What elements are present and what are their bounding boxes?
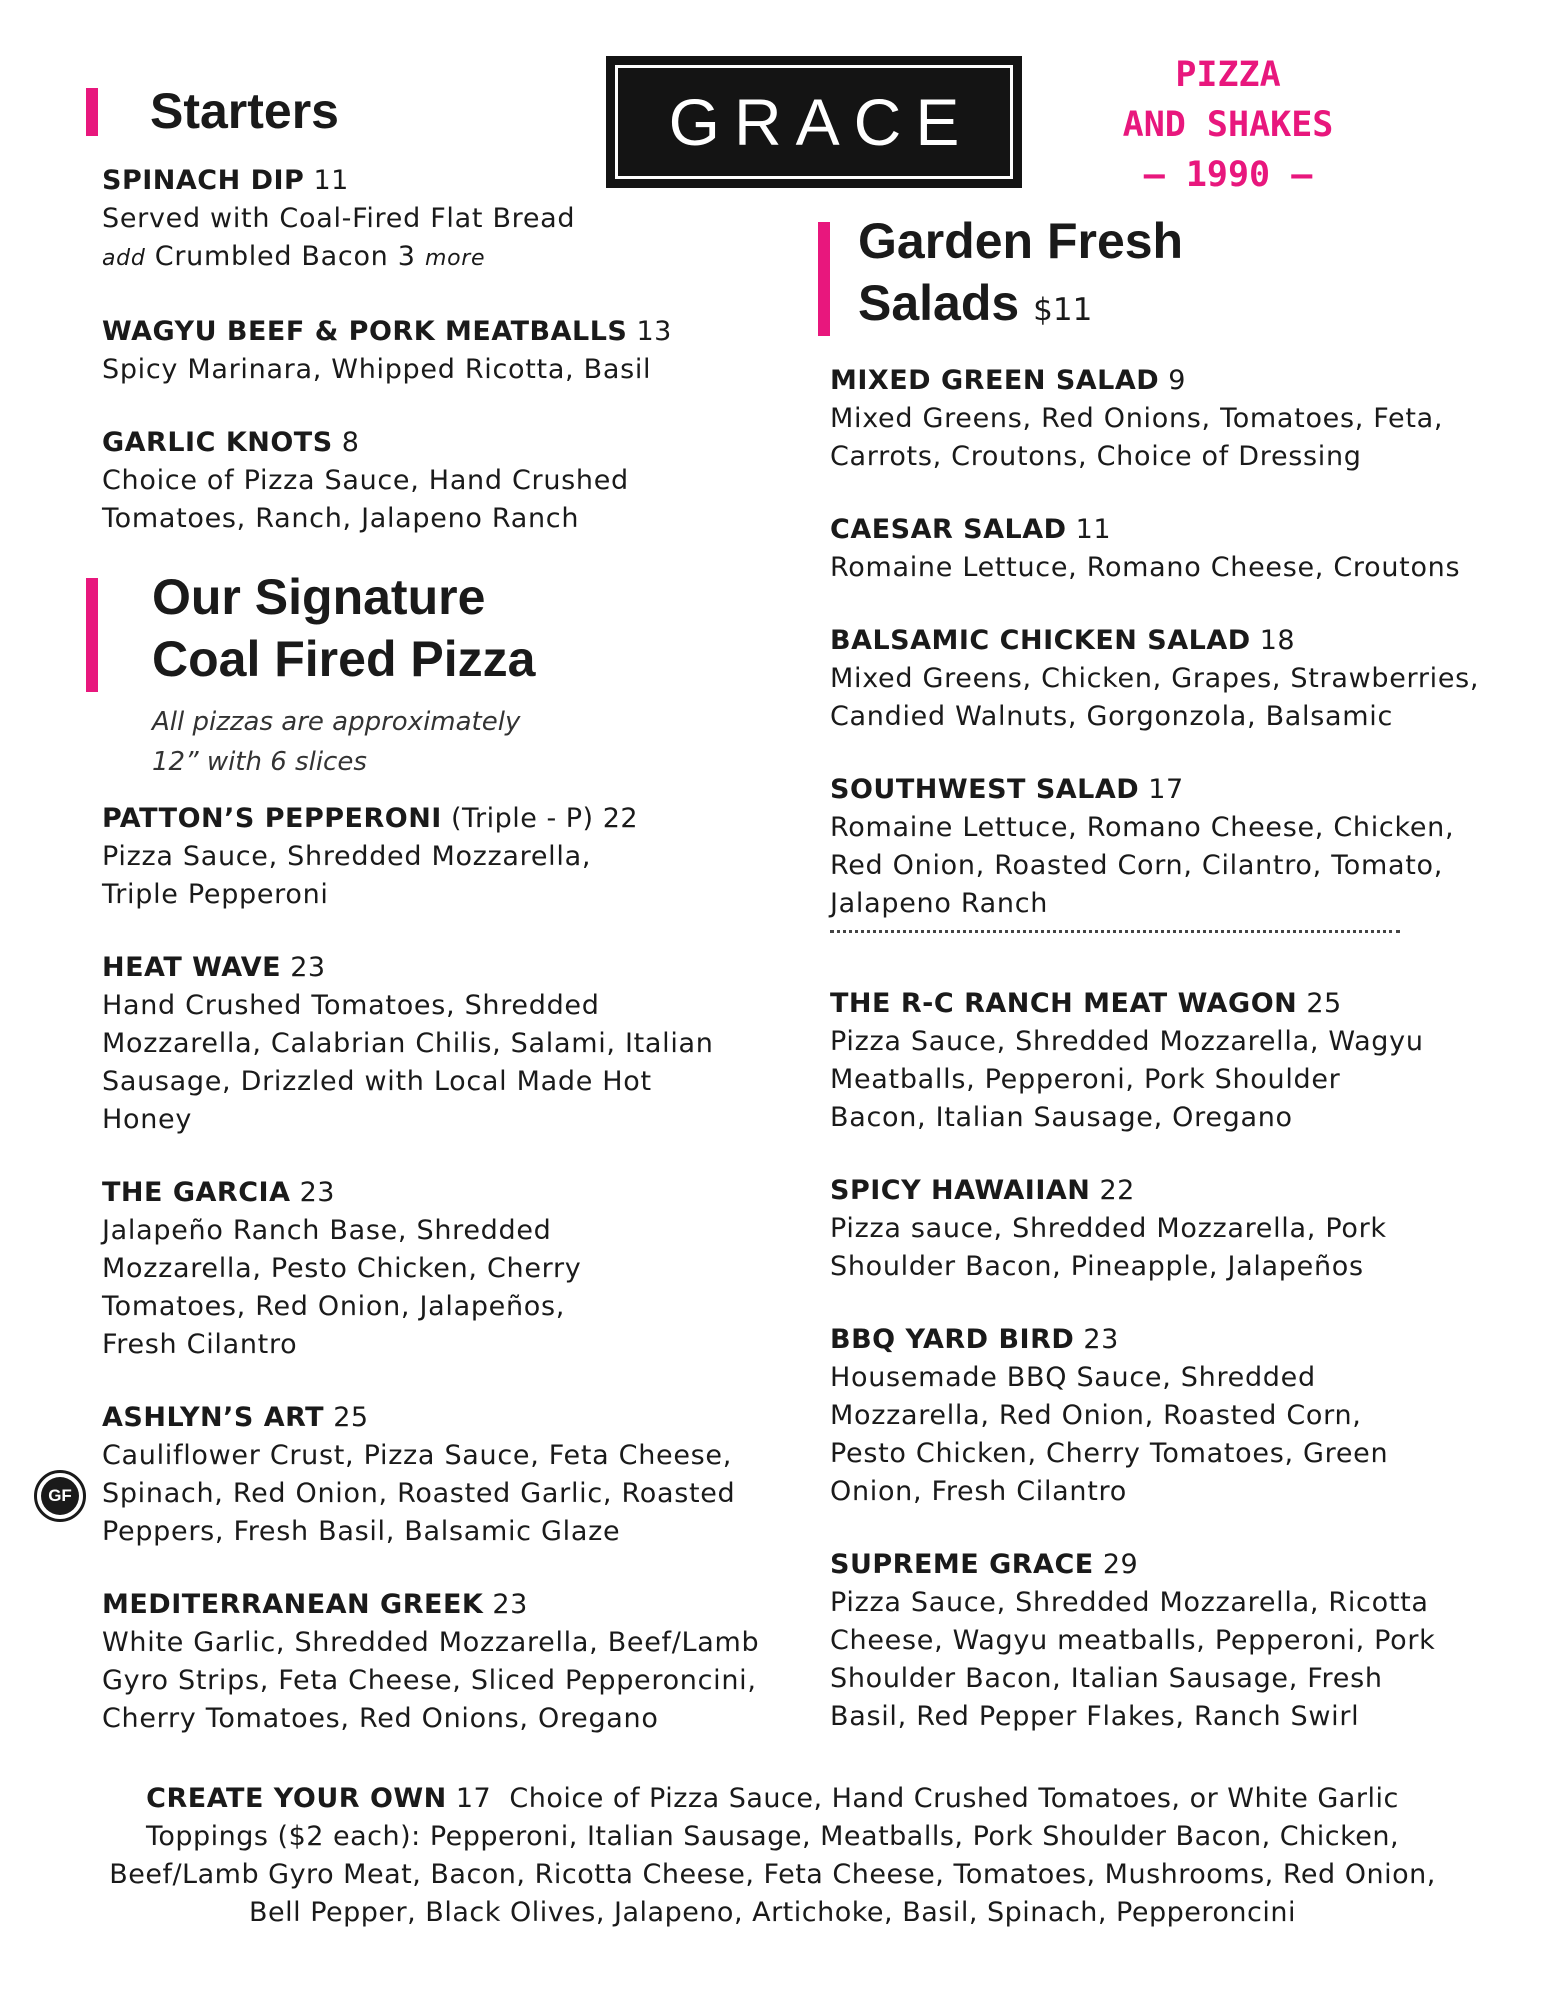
menu-item: [102, 1399, 762, 1551]
menu-item: [102, 800, 762, 914]
extra-prefix: add: [102, 246, 146, 271]
salads-list: [830, 362, 1510, 958]
create-your-own-price: 17: [455, 1783, 492, 1814]
item-description: Romaine Lettuce, Romano Cheese, Chicken, Red Onion, Roasted Corn, Cilantro, Tomato, Jalapeno Ranch: [830, 812, 1455, 919]
pizza-note-line-1: All pizzas are approximately: [152, 707, 521, 737]
create-your-own-line-1: [60, 1780, 1485, 1818]
extra-text: Crumbled Bacon 3: [145, 241, 425, 272]
create-your-own-line-3: Beef/Lamb Gyro Meat, Bacon, Ricotta Cheese, Feta Cheese, Tomatoes, Mushrooms, Red Onion,: [109, 1859, 1436, 1890]
pizza-note: [152, 702, 520, 782]
item-name: ASHLYN’S ART: [102, 1402, 325, 1433]
create-your-own: [60, 1780, 1485, 1932]
menu-item: [102, 424, 742, 538]
item-price: 23: [290, 952, 326, 983]
item-price: 23: [1083, 1324, 1119, 1355]
item-price: 22: [1099, 1175, 1135, 1206]
starters-title: Starters: [150, 83, 339, 139]
item-description: Mixed Greens, Chicken, Grapes, Strawberries, Candied Walnuts, Gorgonzola, Balsamic: [830, 663, 1480, 732]
item-price: 29: [1102, 1549, 1139, 1580]
extra-suffix: more: [424, 246, 486, 271]
item-price: 8: [341, 427, 360, 458]
menu-item: [830, 1321, 1510, 1511]
item-extra: [102, 238, 742, 278]
item-name: WAGYU BEEF & PORK MEATBALLS: [102, 316, 628, 347]
item-price: 9: [1168, 365, 1186, 396]
create-your-own-line-4: Bell Pepper, Black Olives, Jalapeno, Artichoke, Basil, Spinach, Pepperoncini: [249, 1897, 1296, 1928]
item-description: Mixed Greens, Red Onions, Tomatoes, Feta, Carrots, Croutons, Choice of Dressing: [830, 403, 1444, 472]
item-suffix: (Triple - P): [450, 803, 594, 834]
pizza-title-line-2: Coal Fired Pizza: [152, 631, 536, 687]
menu-item: [830, 1172, 1510, 1286]
item-name: THE R-C RANCH MEAT WAGON: [830, 988, 1298, 1019]
tagline: [1078, 50, 1378, 200]
salads-title-line-2: [858, 272, 1183, 341]
item-name: PATTON’S PEPPERONI: [102, 803, 442, 834]
item-description: Hand Crushed Tomatoes, Shredded Mozzarella, Calabrian Chilis, Salami, Italian Sausage, Drizzled with Local Made Hot Honey: [102, 990, 714, 1135]
tagline-line-1: PIZZA: [1175, 55, 1281, 95]
item-description: Pizza Sauce, Shredded Mozzarella, Wagyu Meatballs, Pepperoni, Pork Shoulder Bacon, Italian Sausage, Oregano: [830, 1026, 1424, 1133]
item-price: 25: [333, 1402, 369, 1433]
item-name: SOUTHWEST SALAD: [830, 774, 1140, 805]
create-your-own-base: Choice of Pizza Sauce, Hand Crushed Tomatoes, or White Garlic: [509, 1783, 1399, 1814]
menu-item: [102, 313, 742, 389]
item-description: Pizza Sauce, Shredded Mozzarella, Ricotta Cheese, Wagyu meatballs, Pepperoni, Pork Shoulder Bacon, Italian Sausage, Fresh Basil, Red Pepper Flakes, Ranch Swirl: [830, 1587, 1436, 1732]
item-price: 22: [602, 803, 639, 834]
item-name: BALSAMIC CHICKEN SALAD: [830, 625, 1251, 656]
salads-title-text: Salads: [858, 275, 1020, 331]
starters-list: [102, 162, 742, 573]
item-price: 23: [492, 1589, 528, 1620]
menu-item: [830, 511, 1510, 587]
item-description: Cauliflower Crust, Pizza Sauce, Feta Cheese, Spinach, Red Onion, Roasted Garlic, Roasted Peppers, Fresh Basil, Balsamic Glaze: [102, 1440, 736, 1547]
menu-item: [102, 162, 742, 278]
menu-item: [102, 1174, 762, 1364]
pizza-title: [152, 566, 535, 690]
menu-item: [102, 949, 762, 1139]
starters-accent-bar: [86, 88, 98, 136]
item-price: 11: [313, 165, 349, 196]
salads-accent-bar: [818, 222, 830, 336]
item-name: MIXED GREEN SALAD: [830, 365, 1160, 396]
item-description: Choice of Pizza Sauce, Hand Crushed Tomatoes, Ranch, Jalapeno Ranch: [102, 465, 629, 534]
item-price: 25: [1306, 988, 1342, 1019]
pizza-accent-bar: [86, 578, 98, 692]
salads-title-price: $11: [1033, 292, 1093, 328]
item-description: Jalapeño Ranch Base, Shredded Mozzarella, Pesto Chicken, Cherry Tomatoes, Red Onion, Jalapeños, Fresh Cilantro: [102, 1215, 582, 1360]
dotted-divider: [830, 930, 1400, 933]
item-name: SPINACH DIP: [102, 165, 305, 196]
create-your-own-name: CREATE YOUR OWN: [146, 1783, 447, 1814]
menu-item: [830, 1546, 1510, 1736]
menu-item: [102, 1586, 762, 1738]
item-description: Pizza Sauce, Shredded Mozzarella, Triple Pepperoni: [102, 841, 592, 910]
logo-text: GRACE: [668, 85, 974, 159]
item-price: 11: [1075, 514, 1111, 545]
menu-item: [830, 362, 1510, 476]
menu-item: [830, 622, 1510, 736]
salads-title: [858, 210, 1183, 341]
item-description: Romaine Lettuce, Romano Cheese, Croutons: [830, 552, 1461, 583]
item-price: 13: [636, 316, 672, 347]
item-name: CAESAR SALAD: [830, 514, 1067, 545]
menu-item: [830, 985, 1510, 1137]
pizza-list-right: [830, 985, 1510, 1771]
salads-title-line-1: Garden Fresh: [858, 213, 1184, 269]
pizza-title-line-1: Our Signature: [152, 569, 486, 625]
item-name: MEDITERRANEAN GREEK: [102, 1589, 484, 1620]
item-name: SUPREME GRACE: [830, 1549, 1094, 1580]
item-description: Pizza sauce, Shredded Mozzarella, Pork Shoulder Bacon, Pineapple, Jalapeños: [830, 1213, 1387, 1282]
create-your-own-line-2: Toppings ($2 each): Pepperoni, Italian Sausage, Meatballs, Pork Shoulder Bacon, Chicken,: [145, 1821, 1400, 1852]
item-name: THE GARCIA: [102, 1177, 291, 1208]
menu-item: [830, 771, 1510, 923]
item-name: GARLIC KNOTS: [102, 427, 333, 458]
item-description: Served with Coal-Fired Flat Bread: [102, 203, 576, 234]
tagline-line-3: — 1990 —: [1143, 155, 1313, 195]
item-description: Housemade BBQ Sauce, Shredded Mozzarella, Red Onion, Roasted Corn, Pesto Chicken, Cherry Tomatoes, Green Onion, Fresh Cilantro: [830, 1362, 1389, 1507]
pizza-note-line-2: 12” with 6 slices: [152, 747, 367, 777]
item-description: White Garlic, Shredded Mozzarella, Beef/Lamb Gyro Strips, Feta Cheese, Sliced Pepperoncini, Cherry Tomatoes, Red Onions, Oregano: [102, 1627, 760, 1734]
item-description: Spicy Marinara, Whipped Ricotta, Basil: [102, 354, 652, 385]
item-name: SPICY HAWAIIAN: [830, 1175, 1091, 1206]
item-price: 23: [299, 1177, 335, 1208]
item-price: 17: [1148, 774, 1184, 805]
pizza-list-left: [102, 800, 762, 1773]
tagline-line-2: AND SHAKES: [1122, 105, 1334, 145]
item-name: HEAT WAVE: [102, 952, 282, 983]
gluten-free-badge-label: GF: [41, 1477, 79, 1515]
item-price: 18: [1259, 625, 1296, 656]
gluten-free-badge: [34, 1470, 86, 1522]
item-name: BBQ YARD BIRD: [830, 1324, 1075, 1355]
